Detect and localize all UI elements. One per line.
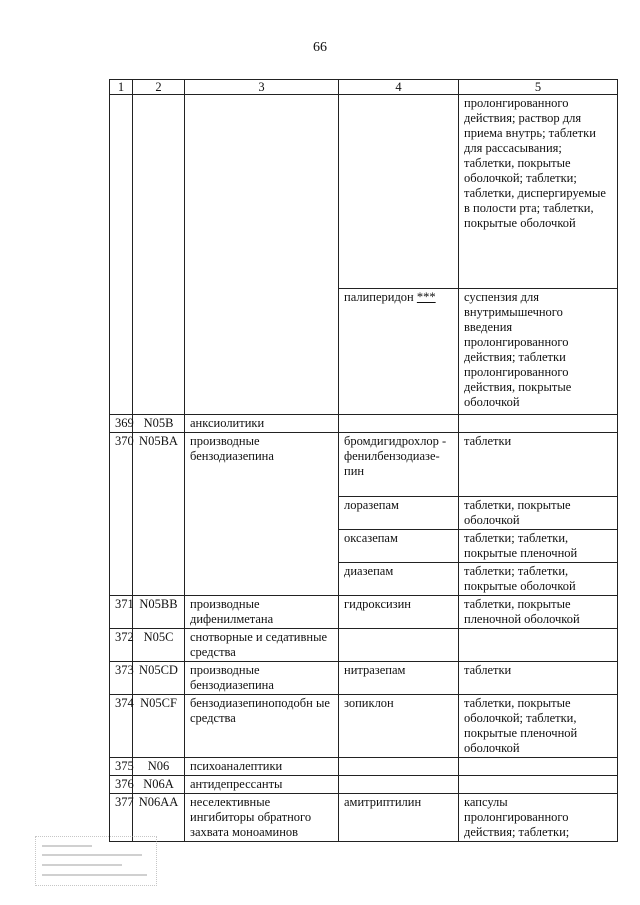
group-name <box>185 95 339 415</box>
faint-stamp-mark <box>35 836 157 886</box>
drug-name: оксазепам <box>339 530 459 563</box>
drug-name: гидроксизин <box>339 596 459 629</box>
table-row <box>110 695 618 758</box>
row-number: 375 <box>110 758 133 776</box>
group-name: антидепрессанты <box>185 776 339 794</box>
atc-code: N06AA <box>133 794 185 842</box>
dosage-forms: капсулы пролонгированного действия; таблетки; <box>459 794 618 842</box>
drug-mark: *** <box>416 290 436 304</box>
table-row <box>110 794 618 842</box>
group-name: бензодиазепиноподобн ые средства <box>185 695 339 758</box>
row-number: 377 <box>110 794 133 842</box>
row-number: 373 <box>110 662 133 695</box>
atc-code: N05BB <box>133 596 185 629</box>
table-row <box>110 415 618 433</box>
row-number: 374 <box>110 695 133 758</box>
dosage-forms: таблетки, покрытые оболочкой; таблетки, покрытые пленочной оболочкой <box>459 695 618 758</box>
atc-code: N05B <box>133 415 185 433</box>
table-row <box>110 596 618 629</box>
drug-name: диазепам <box>339 563 459 596</box>
dosage-forms: суспензия для внутримышечного введения пролонгированного действия; таблетки пролонгированного действия, покрытые оболочкой <box>459 289 618 415</box>
dosage-forms <box>459 758 618 776</box>
dosage-forms: таблетки; таблетки, покрытые оболочкой <box>459 563 618 596</box>
group-name: психоаналептики <box>185 758 339 776</box>
atc-code: N06A <box>133 776 185 794</box>
dosage-forms <box>459 776 618 794</box>
table-row <box>110 758 618 776</box>
row-number <box>110 95 133 415</box>
group-name: неселективные ингибиторы обратного захвата моноаминов <box>185 794 339 842</box>
group-name: производные бензодиазепина <box>185 433 339 596</box>
drug-table <box>109 79 618 842</box>
group-name: снотворные и седативные средства <box>185 629 339 662</box>
table-row <box>110 776 618 794</box>
group-name: анксиолитики <box>185 415 339 433</box>
header-col-5: 5 <box>459 80 618 95</box>
dosage-forms <box>459 629 618 662</box>
table-row <box>110 433 618 497</box>
atc-code: N05CD <box>133 662 185 695</box>
row-number: 369 <box>110 415 133 433</box>
dosage-forms: таблетки, покрытые оболочкой <box>459 497 618 530</box>
row-number: 370 <box>110 433 133 596</box>
drug-name: нитразепам <box>339 662 459 695</box>
dosage-forms <box>459 415 618 433</box>
drug-name <box>339 95 459 289</box>
row-number: 371 <box>110 596 133 629</box>
drug-name <box>339 758 459 776</box>
drug-name <box>339 415 459 433</box>
dosage-forms: таблетки; таблетки, покрытые пленочной <box>459 530 618 563</box>
drug-name: бромдигидрохлор - фенилбензодиазе-пин <box>339 433 459 497</box>
header-col-3: 3 <box>185 80 339 95</box>
dosage-forms: таблетки <box>459 433 618 497</box>
table-row <box>110 662 618 695</box>
dosage-forms: таблетки, покрытые пленочной оболочкой <box>459 596 618 629</box>
atc-code <box>133 95 185 415</box>
drug-name: амитриптилин <box>339 794 459 842</box>
drug-name-text: палиперидон <box>344 290 414 304</box>
drug-name: зопиклон <box>339 695 459 758</box>
drug-name: лоразепам <box>339 497 459 530</box>
table-row <box>110 629 618 662</box>
dosage-forms: таблетки <box>459 662 618 695</box>
header-col-2: 2 <box>133 80 185 95</box>
table-header-row <box>110 80 618 95</box>
header-col-4: 4 <box>339 80 459 95</box>
table-row <box>110 95 618 289</box>
atc-code: N06 <box>133 758 185 776</box>
group-name: производные дифенилметана <box>185 596 339 629</box>
atc-code: N05C <box>133 629 185 662</box>
group-name: производные бензодиазепина <box>185 662 339 695</box>
atc-code: N05BA <box>133 433 185 596</box>
drug-name <box>339 289 459 415</box>
drug-name <box>339 776 459 794</box>
page-number: 66 <box>313 40 327 55</box>
header-col-1: 1 <box>110 80 133 95</box>
row-number: 376 <box>110 776 133 794</box>
drug-name <box>339 629 459 662</box>
atc-code: N05CF <box>133 695 185 758</box>
row-number: 372 <box>110 629 133 662</box>
dosage-forms: пролонгированного действия; раствор для приема внутрь; таблетки для рассасывания; таблетки, покрытые оболочкой; таблетки; таблетки, диспергируемые в полости рта; таблетки, покрытые оболочкой <box>459 95 618 289</box>
